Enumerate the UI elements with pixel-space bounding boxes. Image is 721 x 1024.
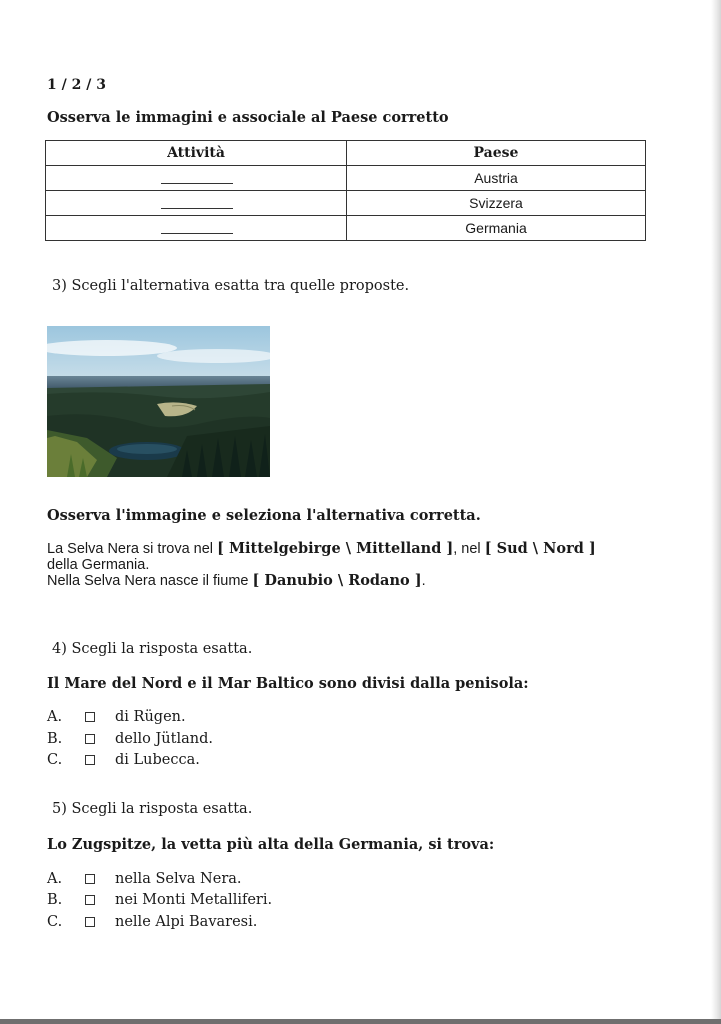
option-letter: B. bbox=[47, 731, 63, 747]
table-header-row bbox=[46, 141, 646, 166]
q4-option-b[interactable] bbox=[47, 729, 213, 749]
choice-mittelgebirge-mittelland[interactable]: [ Mittelgebirge \ Mittelland ] bbox=[217, 540, 454, 557]
paragraph-line bbox=[47, 541, 657, 557]
paragraph-text: . bbox=[421, 573, 426, 589]
section1-title: Osserva le immagini e associale al Paese corretto bbox=[47, 109, 449, 126]
column-header-paese: Paese bbox=[347, 141, 646, 166]
answer-blank-line[interactable] bbox=[161, 169, 233, 184]
choice-sud-nord[interactable]: [ Sud \ Nord ] bbox=[484, 540, 596, 557]
choice-danubio-rodano[interactable]: [ Danubio \ Rodano ] bbox=[252, 572, 422, 589]
paragraph-line: della Germania. bbox=[47, 557, 150, 573]
table-row bbox=[46, 191, 646, 216]
option-text: dello Jütland. bbox=[115, 731, 213, 747]
column-header-attivita: Attività bbox=[46, 141, 347, 166]
paragraph-text: , nel bbox=[453, 541, 485, 557]
q5-option-a[interactable] bbox=[47, 869, 242, 889]
country-cell: Svizzera bbox=[347, 191, 646, 216]
option-text: di Rügen. bbox=[115, 709, 186, 725]
q5-option-b[interactable] bbox=[47, 890, 272, 910]
page-number: 1 / 2 / 3 bbox=[47, 77, 106, 93]
option-text: di Lubecca. bbox=[115, 752, 200, 768]
question5-stem: Lo Zugspitze, la vetta più alta della Germania, si trova: bbox=[47, 836, 495, 853]
checkbox-icon[interactable] bbox=[85, 874, 95, 884]
section3-heading: Osserva l'immagine e seleziona l'alternativa corretta. bbox=[47, 507, 481, 524]
checkbox-icon[interactable] bbox=[85, 712, 95, 722]
option-text: nella Selva Nera. bbox=[115, 871, 242, 887]
answer-blank-cell[interactable] bbox=[46, 166, 347, 191]
answer-blank-cell[interactable] bbox=[46, 216, 347, 241]
paragraph-line bbox=[47, 573, 657, 589]
answer-blank-line[interactable] bbox=[161, 194, 233, 209]
option-letter: A. bbox=[47, 709, 63, 725]
table-row bbox=[46, 216, 646, 241]
page-edge-shadow bbox=[711, 0, 721, 1024]
option-text: nei Monti Metalliferi. bbox=[115, 892, 273, 908]
q4-option-a[interactable] bbox=[47, 707, 186, 727]
fill-in-paragraph bbox=[47, 541, 657, 589]
checkbox-icon[interactable] bbox=[85, 917, 95, 927]
matching-table bbox=[45, 140, 646, 241]
answer-blank-cell[interactable] bbox=[46, 191, 347, 216]
q4-option-c[interactable] bbox=[47, 750, 200, 770]
option-letter: B. bbox=[47, 892, 63, 908]
paragraph-text: Nella Selva Nera nasce il fiume bbox=[47, 573, 253, 589]
question3-instruction: 3) Scegli l'alternativa esatta tra quelle proposte. bbox=[52, 278, 410, 294]
q5-option-c[interactable] bbox=[47, 912, 257, 932]
checkbox-icon[interactable] bbox=[85, 755, 95, 765]
country-cell: Austria bbox=[347, 166, 646, 191]
paragraph-text: La Selva Nera si trova nel bbox=[47, 541, 218, 557]
option-letter: A. bbox=[47, 871, 63, 887]
checkbox-icon[interactable] bbox=[85, 734, 95, 744]
table-row bbox=[46, 166, 646, 191]
option-letter: C. bbox=[47, 752, 63, 768]
question4-stem: Il Mare del Nord e il Mar Baltico sono divisi dalla penisola: bbox=[47, 675, 529, 692]
question5-instruction: 5) Scegli la risposta esatta. bbox=[52, 801, 253, 817]
checkbox-icon[interactable] bbox=[85, 895, 95, 905]
question4-instruction: 4) Scegli la risposta esatta. bbox=[52, 641, 253, 657]
page-bottom-edge bbox=[0, 1019, 721, 1024]
black-forest-landscape-image bbox=[47, 326, 270, 477]
country-cell: Germania bbox=[347, 216, 646, 241]
option-text: nelle Alpi Bavaresi. bbox=[115, 914, 258, 930]
answer-blank-line[interactable] bbox=[161, 219, 233, 234]
option-letter: C. bbox=[47, 914, 63, 930]
